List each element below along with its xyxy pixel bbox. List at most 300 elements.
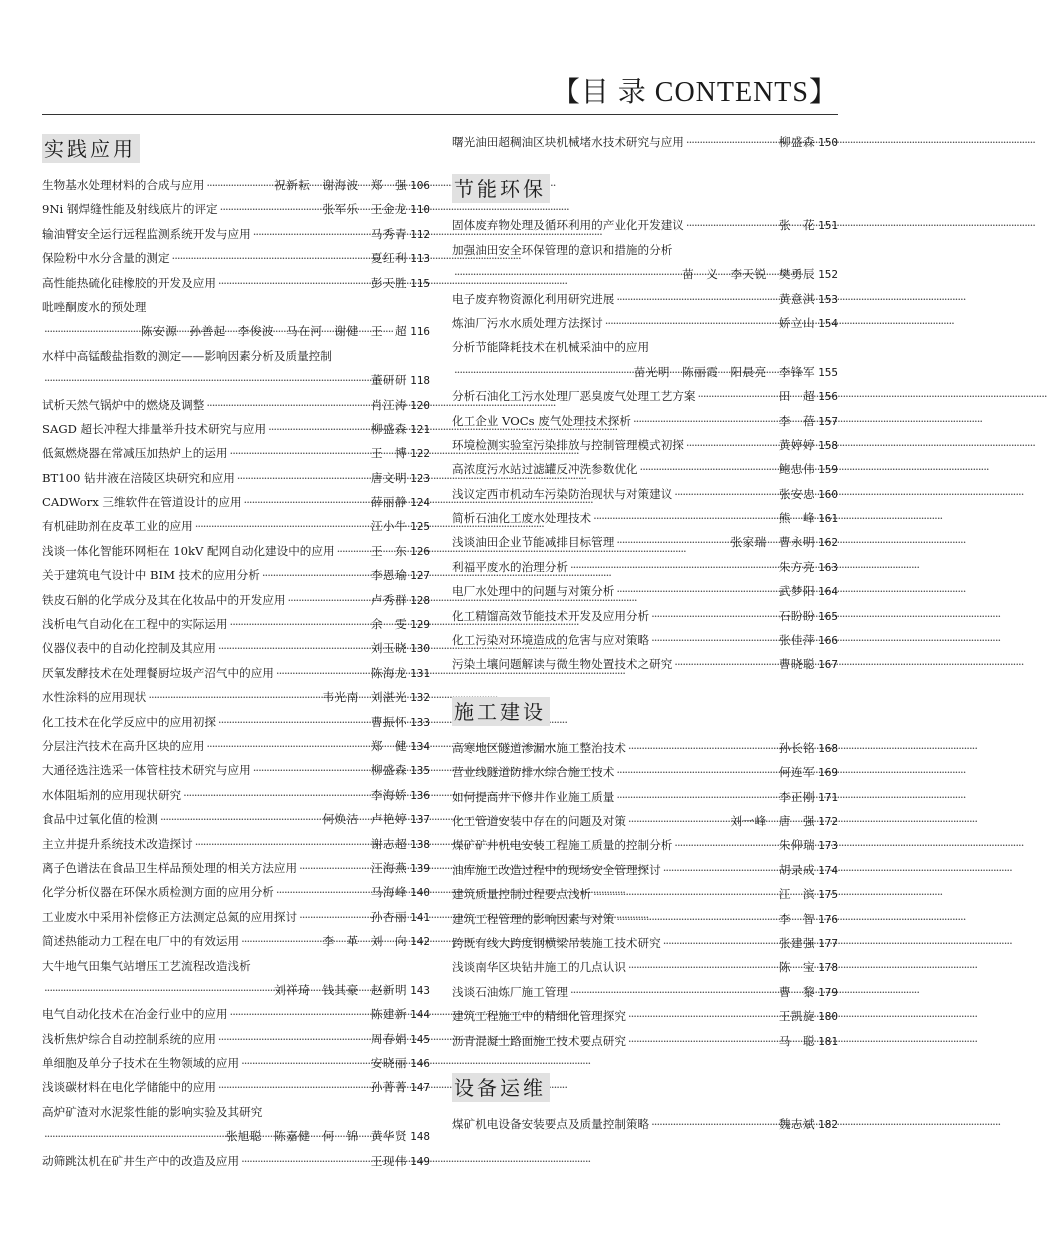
entry-page: 122 bbox=[410, 447, 430, 461]
section-heading: 节能环保 bbox=[452, 174, 550, 203]
toc-entry[interactable] bbox=[42, 836, 430, 860]
leader-dots bbox=[218, 715, 369, 729]
toc-entry[interactable] bbox=[42, 665, 430, 689]
toc-entry[interactable] bbox=[452, 984, 838, 1008]
leader-dots bbox=[593, 887, 777, 901]
entry-authors: 孙菁菁 bbox=[370, 1080, 408, 1095]
entry-title: 水体阻垢剂的应用现状研究 bbox=[42, 787, 182, 802]
entry-page: 115 bbox=[410, 276, 430, 290]
entry-title: 建筑质量控制过程要点浅析 bbox=[452, 887, 592, 902]
toc-entry[interactable] bbox=[452, 632, 838, 656]
toc-entry[interactable] bbox=[452, 461, 838, 485]
entry-title: 电子废弃物资源化利用研究进展 bbox=[452, 291, 615, 306]
entry-page: 161 bbox=[818, 512, 838, 526]
leader-dots bbox=[230, 446, 369, 460]
leader-dots bbox=[148, 690, 320, 704]
entry-title: 化学分析仪器在环保水质检测方面的应用分析 bbox=[42, 885, 274, 900]
entry-authors: 张佳萍 bbox=[778, 633, 816, 648]
toc-entry[interactable] bbox=[42, 372, 430, 396]
entry-authors: 娇立山 bbox=[778, 315, 816, 330]
leader-dots bbox=[218, 1032, 369, 1046]
leader-dots bbox=[640, 462, 777, 476]
entry-title: 建筑工程施工中的精细化管理探究 bbox=[452, 1009, 626, 1024]
entry-title: 浅析焦炉综合自动控制系统的应用 bbox=[42, 1031, 216, 1046]
entry-page: 140 bbox=[410, 886, 430, 900]
toc-entry[interactable] bbox=[42, 860, 430, 884]
toc-entry[interactable] bbox=[42, 714, 430, 738]
toc-entry[interactable] bbox=[42, 909, 430, 933]
entry-page: 128 bbox=[410, 593, 430, 607]
toc-entry[interactable] bbox=[452, 608, 838, 632]
toc-entry[interactable] bbox=[42, 543, 430, 567]
toc-entry[interactable] bbox=[42, 1031, 430, 1055]
entry-authors: 刘玉晓 bbox=[370, 641, 408, 656]
toc-entry[interactable] bbox=[42, 640, 430, 664]
entry-page: 106 bbox=[410, 179, 430, 192]
entry-authors: 江 滨 bbox=[778, 887, 816, 902]
entry-page: 167 bbox=[818, 658, 838, 672]
toc-section bbox=[452, 134, 838, 158]
entry-authors: 周春娟 bbox=[370, 1031, 408, 1046]
leader-dots bbox=[44, 324, 139, 338]
toc-entry[interactable] bbox=[452, 364, 838, 388]
entry-page: 123 bbox=[410, 471, 430, 485]
leader-dots bbox=[44, 983, 272, 997]
entry-authors: 韦光南 刘湛光 bbox=[322, 690, 408, 705]
leader-dots bbox=[633, 414, 777, 428]
leader-dots bbox=[44, 373, 369, 387]
entry-authors: 薛丽静 bbox=[370, 495, 408, 510]
toc-entry[interactable] bbox=[452, 242, 838, 266]
leader-dots bbox=[218, 641, 369, 655]
toc-entry[interactable] bbox=[42, 323, 430, 347]
entry-title: 电厂水处理中的问题与对策分析 bbox=[452, 584, 615, 599]
entry-title: 浅谈南华区块钻井施工的几点认识 bbox=[452, 960, 626, 975]
entry-page: 158 bbox=[818, 438, 838, 452]
entry-title: 浅析电气自动化在工程中的实际运用 bbox=[42, 617, 228, 632]
leader-dots bbox=[241, 934, 320, 948]
toc-entry[interactable] bbox=[42, 250, 430, 274]
entry-title: 曙光油田超稠油区块机械堵水技术研究与应用 bbox=[452, 135, 684, 149]
toc-entry[interactable] bbox=[42, 884, 430, 908]
entry-title: 有机硅助剂在皮革工业的应用 bbox=[42, 519, 193, 534]
toc-entry[interactable] bbox=[452, 388, 838, 412]
entry-title: 电气自动化技术在冶金行业中的应用 bbox=[42, 1007, 228, 1022]
section-heading: 施工建设 bbox=[452, 697, 550, 726]
entry-page: 169 bbox=[818, 766, 838, 780]
entry-page: 179 bbox=[818, 985, 838, 999]
entry-title: 大通径选注选采一体管柱技术研究与应用 bbox=[42, 763, 251, 778]
toc-entry[interactable] bbox=[42, 1128, 430, 1152]
entry-title: 大牛地气田集气站增压工艺流程改造浅析 bbox=[42, 958, 251, 973]
toc-entry[interactable] bbox=[452, 656, 838, 680]
entry-authors: 王 博 bbox=[370, 446, 408, 461]
entry-title: 浅议定西市机动车污染防治现状与对策建议 bbox=[452, 486, 673, 501]
entry-authors: 刘祥琦 钱其豪 赵新明 bbox=[274, 982, 408, 997]
entry-page: 152 bbox=[818, 268, 838, 282]
toc-entry[interactable] bbox=[42, 592, 430, 616]
toc-entry[interactable] bbox=[42, 397, 430, 421]
entry-title: 水样中高锰酸盐指数的测定——影响因素分析及质量控制 bbox=[42, 348, 332, 363]
entry-authors: 江小牛 bbox=[370, 519, 408, 534]
entry-title: 分析石油化工污水处理厂恶臭废气处理工艺方案 bbox=[452, 389, 696, 404]
toc-entry[interactable] bbox=[42, 299, 430, 323]
leader-dots bbox=[651, 633, 777, 647]
entry-page: 144 bbox=[410, 1008, 430, 1022]
leader-dots bbox=[206, 398, 369, 412]
entry-title: 建筑工程管理的影响因素与对策 bbox=[452, 911, 615, 926]
entry-authors: 曹晓聪 bbox=[778, 657, 816, 672]
toc-section bbox=[42, 134, 430, 1177]
leader-dots bbox=[616, 292, 777, 306]
entry-page: 164 bbox=[818, 585, 838, 599]
entry-page: 132 bbox=[410, 691, 430, 705]
entry-page: 113 bbox=[410, 252, 430, 266]
entry-authors: 马海峰 bbox=[370, 885, 408, 900]
entry-page: 181 bbox=[818, 1034, 838, 1048]
entry-page: 112 bbox=[410, 227, 430, 241]
entry-title: 简述热能动力工程在电厂中的有效运用 bbox=[42, 934, 240, 949]
leader-dots bbox=[253, 763, 369, 777]
leader-dots bbox=[686, 218, 777, 232]
entry-page: 126 bbox=[410, 544, 430, 558]
leader-dots bbox=[616, 912, 777, 926]
entry-authors: 陈建新 bbox=[370, 1007, 408, 1022]
entry-authors: 熊 峰 bbox=[778, 511, 816, 526]
leader-dots bbox=[160, 812, 321, 826]
entry-title: BT100 钻井液在涪陵区块研究和应用 bbox=[42, 470, 235, 485]
entry-authors: 张安忠 bbox=[778, 486, 816, 501]
toc-entry[interactable] bbox=[42, 762, 430, 786]
entry-page: 127 bbox=[410, 569, 430, 583]
toc-entry[interactable] bbox=[452, 935, 838, 959]
entry-title: 煤矿机电设备安装要点及质量控制策略 bbox=[452, 1116, 650, 1131]
leader-dots bbox=[241, 1154, 369, 1168]
entry-page: 142 bbox=[410, 935, 430, 949]
entry-title: 浅谈石油炼厂施工管理 bbox=[452, 984, 568, 999]
entry-title: 关于建筑电气设计中 BIM 技术的应用分析 bbox=[42, 568, 260, 583]
entry-authors: 鲍忠伟 bbox=[778, 462, 816, 477]
entry-title: 铁皮石斛的化学成分及其在化妆品中的开发应用 bbox=[42, 592, 286, 607]
toc-entry[interactable] bbox=[42, 470, 430, 494]
entry-title: 高性能热硫化硅橡胶的开发及应用 bbox=[42, 275, 216, 290]
leader-dots bbox=[570, 985, 777, 999]
entry-title: 厌氧发酵技术在处理餐厨垃圾产沼气中的应用 bbox=[42, 665, 274, 680]
entry-authors: 苗 义 李天锐 樊勇辰 bbox=[682, 267, 816, 282]
entry-page: 159 bbox=[818, 463, 838, 477]
entry-page: 166 bbox=[818, 634, 838, 648]
toc-entry[interactable] bbox=[42, 933, 430, 957]
toc-entry[interactable] bbox=[452, 959, 838, 983]
toc-entry[interactable] bbox=[452, 583, 838, 607]
leader-dots bbox=[686, 438, 777, 452]
entry-page: 172 bbox=[818, 814, 838, 828]
entry-title: 浅谈油田企业节能减排目标管理 bbox=[452, 535, 615, 550]
entry-page: 116 bbox=[410, 325, 430, 339]
leader-dots bbox=[218, 1080, 369, 1094]
section-heading: 实践应用 bbox=[42, 134, 140, 163]
toc-entry[interactable] bbox=[42, 567, 430, 591]
toc-entry[interactable] bbox=[452, 1008, 838, 1032]
entry-page: 153 bbox=[818, 292, 838, 306]
entry-authors: 马秀青 bbox=[370, 226, 408, 241]
entry-title: 输油臂安全运行远程监测系统开发与应用 bbox=[42, 226, 251, 241]
entry-page: 175 bbox=[818, 888, 838, 902]
toc-entry[interactable] bbox=[42, 689, 430, 713]
entry-authors: 安晓丽 bbox=[370, 1056, 408, 1071]
toc-entry[interactable] bbox=[452, 862, 838, 886]
leader-dots bbox=[628, 1009, 777, 1023]
toc-entry[interactable] bbox=[452, 486, 838, 510]
toc-entry[interactable] bbox=[452, 266, 838, 290]
leader-dots bbox=[663, 936, 777, 950]
entry-page: 174 bbox=[818, 863, 838, 877]
entry-page: 182 bbox=[818, 1117, 838, 1131]
entry-title: 加强油田安全环保管理的意识和措施的分析 bbox=[452, 242, 673, 257]
leader-dots bbox=[230, 1007, 369, 1021]
entry-title: 浅谈碳材料在电化学储能中的应用 bbox=[42, 1080, 216, 1095]
entry-title: SAGD 超长冲程大排量举升技术研究与应用 bbox=[42, 421, 267, 436]
toc-entry[interactable] bbox=[42, 616, 430, 640]
entry-authors: 唐文明 bbox=[370, 470, 408, 485]
toc-entry[interactable] bbox=[452, 837, 838, 861]
leader-dots bbox=[253, 227, 369, 241]
entry-page: 146 bbox=[410, 1057, 430, 1071]
leader-dots bbox=[172, 251, 369, 265]
leader-dots bbox=[628, 1034, 777, 1048]
entry-authors: 李海娇 bbox=[370, 787, 408, 802]
entry-title: 固体废弃物处理及循环利用的产业化开发建议 bbox=[452, 218, 684, 233]
toc-entry[interactable] bbox=[452, 740, 838, 764]
entry-authors: 武梦阳 bbox=[778, 584, 816, 599]
toc-section bbox=[452, 1073, 838, 1140]
entry-page: 157 bbox=[818, 414, 838, 428]
toc-entry[interactable] bbox=[42, 445, 430, 469]
entry-authors: 孙长铭 bbox=[778, 740, 816, 755]
entry-authors: 张旭聪 陈嘉健 何 锦 黄华贤 bbox=[225, 1129, 408, 1144]
entry-authors: 何焕洁 卢艳婷 bbox=[322, 812, 408, 827]
toc-entry[interactable] bbox=[452, 510, 838, 534]
toc-entry[interactable] bbox=[452, 437, 838, 461]
entry-page: 120 bbox=[410, 398, 430, 412]
entry-title: 仪器仪表中的自动化控制及其应用 bbox=[42, 641, 216, 656]
entry-title: 动筛跳汰机在矿井生产中的改造及应用 bbox=[42, 1153, 240, 1168]
toc-entry[interactable] bbox=[452, 1033, 838, 1057]
entry-authors: 陈安源 孙善起 李俊波 马在河 谢健 王 超 bbox=[141, 324, 408, 339]
leader-dots bbox=[276, 666, 369, 680]
entry-title: 保险粉中水分含量的测定 bbox=[42, 251, 170, 266]
toc-entry[interactable] bbox=[42, 958, 430, 982]
entry-authors: 张家瑞 曹永明 bbox=[730, 535, 816, 550]
toc-entry[interactable] bbox=[452, 764, 838, 788]
entry-title: 污染土壤问题解读与微生物处置技术之研究 bbox=[452, 657, 673, 672]
leader-dots bbox=[674, 657, 777, 671]
toc-column-left bbox=[42, 134, 430, 1177]
toc-entry[interactable] bbox=[42, 421, 430, 445]
entry-authors: 郑 健 bbox=[370, 738, 408, 753]
toc-entry[interactable] bbox=[452, 886, 838, 910]
entry-title: 生物基水处理材料的合成与应用 bbox=[42, 178, 205, 192]
entry-title: 9Ni 钢焊缝性能及射线底片的评定 bbox=[42, 202, 218, 217]
toc-entry[interactable] bbox=[452, 1116, 838, 1140]
toc-entry[interactable] bbox=[452, 559, 838, 583]
entry-page: 145 bbox=[410, 1032, 430, 1046]
leader-dots bbox=[616, 765, 777, 779]
entry-title: 高炉矿渣对水泥浆性能的影响实验及其研究 bbox=[42, 1104, 263, 1119]
entry-page: 180 bbox=[818, 1010, 838, 1024]
toc-entry[interactable] bbox=[42, 518, 430, 542]
leader-dots bbox=[628, 814, 729, 828]
entry-title: 分层注汽技术在高升区块的应用 bbox=[42, 738, 205, 753]
entry-page: 143 bbox=[410, 983, 430, 997]
toc-entry[interactable] bbox=[452, 339, 838, 363]
entry-authors: 马 聪 bbox=[778, 1033, 816, 1048]
entry-authors: 董研研 bbox=[370, 373, 408, 388]
entry-authors: 黄意淇 bbox=[778, 291, 816, 306]
leader-dots bbox=[616, 584, 777, 598]
leader-dots bbox=[663, 863, 777, 877]
entry-title: 吡唑酮废水的预处理 bbox=[42, 299, 147, 314]
entry-authors: 王凯旋 bbox=[778, 1009, 816, 1024]
entry-authors: 张军乐 王金龙 bbox=[322, 202, 408, 217]
entry-page: 176 bbox=[818, 912, 838, 926]
leader-dots bbox=[628, 960, 777, 974]
toc-header-title: 【目 录 CONTENTS】 bbox=[551, 77, 838, 108]
entry-authors: 柳盛森 bbox=[370, 763, 408, 778]
leader-dots bbox=[183, 788, 369, 802]
leader-dots bbox=[276, 885, 369, 899]
leader-dots bbox=[237, 471, 369, 485]
leader-dots bbox=[651, 1117, 777, 1131]
toc-entry[interactable] bbox=[452, 315, 838, 339]
entry-title: 离子色谱法在食品卫生样品预处理的相关方法应用 bbox=[42, 860, 298, 875]
entry-title: CADWorx 三维软件在管道设计的应用 bbox=[42, 495, 242, 510]
entry-authors: 王现伟 bbox=[370, 1153, 408, 1168]
toc-entry[interactable] bbox=[42, 275, 430, 299]
header-rule bbox=[42, 114, 838, 115]
entry-page: 139 bbox=[410, 861, 430, 875]
leader-dots bbox=[651, 609, 777, 623]
leader-dots bbox=[299, 910, 369, 924]
entry-title: 高浓度污水站过滤罐反冲洗参数优化 bbox=[452, 462, 638, 477]
toc-entry[interactable] bbox=[452, 291, 838, 315]
entry-page: 130 bbox=[410, 642, 430, 656]
entry-page: 135 bbox=[410, 764, 430, 778]
entry-authors: 朱仰瑞 bbox=[778, 838, 816, 853]
leader-dots bbox=[454, 365, 632, 379]
entry-authors: 祝新耘 谢海波 郑 强 bbox=[274, 178, 408, 192]
toc-entry[interactable] bbox=[452, 134, 838, 158]
leader-dots bbox=[337, 544, 369, 558]
entry-page: 124 bbox=[410, 496, 430, 510]
entry-authors: 李 蓓 bbox=[778, 413, 816, 428]
entry-authors: 陈 宝 bbox=[778, 960, 816, 975]
entry-authors: 孙杏丽 bbox=[370, 909, 408, 924]
toc-entry[interactable] bbox=[452, 813, 838, 837]
toc-entry[interactable] bbox=[42, 1006, 430, 1030]
entry-title: 化工污染对环境造成的危害与应对策略 bbox=[452, 633, 650, 648]
entry-page: 149 bbox=[410, 1154, 430, 1168]
entry-title: 沥青混凝土路面施工技术要点研究 bbox=[452, 1033, 626, 1048]
toc-entry[interactable] bbox=[42, 177, 430, 201]
leader-dots bbox=[206, 178, 272, 192]
entry-title: 化工管道安装中存在的问题及对策 bbox=[452, 813, 626, 828]
entry-authors: 曹振怀 bbox=[370, 714, 408, 729]
leader-dots bbox=[454, 267, 680, 281]
leader-dots bbox=[605, 316, 777, 330]
entry-authors: 余 雯 bbox=[370, 617, 408, 632]
entry-page: 156 bbox=[818, 390, 838, 404]
leader-dots bbox=[299, 861, 369, 875]
entry-title: 化工企业 VOCs 废气处理技术探析 bbox=[452, 413, 631, 428]
toc-entry[interactable] bbox=[42, 494, 430, 518]
entry-page: 151 bbox=[818, 219, 838, 233]
entry-page: 171 bbox=[818, 790, 838, 804]
leader-dots bbox=[206, 739, 369, 753]
entry-page: 133 bbox=[410, 715, 430, 729]
entry-authors: 朱方亮 bbox=[778, 559, 816, 574]
toc-entry[interactable] bbox=[42, 1153, 430, 1177]
entry-authors: 柳盛森 bbox=[778, 135, 816, 149]
entry-page: 154 bbox=[818, 316, 838, 330]
entry-page: 129 bbox=[410, 618, 430, 632]
entry-page: 131 bbox=[410, 666, 430, 680]
toc-entry[interactable] bbox=[452, 217, 838, 241]
entry-title: 炼油厂污水水质处理方法探讨 bbox=[452, 315, 603, 330]
entry-page: 150 bbox=[818, 136, 838, 149]
toc-entry[interactable] bbox=[42, 348, 430, 372]
toc-entry[interactable] bbox=[42, 226, 430, 250]
toc-entry[interactable] bbox=[42, 201, 430, 225]
entry-page: 121 bbox=[410, 422, 430, 436]
entry-page: 178 bbox=[818, 961, 838, 975]
entry-title: 环境检测实验室污染排放与控制管理模式初探 bbox=[452, 437, 684, 452]
entry-page: 162 bbox=[818, 536, 838, 550]
toc-entry[interactable] bbox=[452, 789, 838, 813]
entry-authors: 刘一峰 唐 强 bbox=[730, 813, 816, 828]
entry-authors: 魏志斌 bbox=[778, 1116, 816, 1131]
leader-dots bbox=[593, 511, 777, 525]
toc-entry[interactable] bbox=[42, 982, 430, 1006]
toc-entry[interactable] bbox=[42, 811, 430, 835]
toc-entry[interactable] bbox=[452, 413, 838, 437]
leader-dots bbox=[230, 617, 369, 631]
entry-page: 165 bbox=[818, 609, 838, 623]
entry-title: 化工技术在化学反应中的应用初探 bbox=[42, 714, 216, 729]
toc-entry[interactable] bbox=[42, 738, 430, 762]
entry-title: 试析天然气锅炉中的燃烧及调整 bbox=[42, 397, 205, 412]
toc-entry[interactable] bbox=[42, 787, 430, 811]
leader-dots bbox=[195, 837, 369, 851]
entry-authors: 石盼盼 bbox=[778, 608, 816, 623]
toc-entry[interactable] bbox=[452, 534, 838, 558]
entry-title: 浅谈一体化智能环网柜在 10kV 配网自动化建设中的应用 bbox=[42, 543, 335, 558]
toc-entry[interactable] bbox=[42, 1055, 430, 1079]
entry-authors: 张 花 bbox=[778, 218, 816, 233]
entry-authors: 何连军 bbox=[778, 765, 816, 780]
leader-dots bbox=[262, 568, 369, 582]
leader-dots bbox=[244, 495, 369, 509]
entry-title: 水性涂料的应用现状 bbox=[42, 690, 147, 705]
entry-title: 主立井提升系统技术改造探讨 bbox=[42, 836, 193, 851]
entry-title: 跨既有线大跨度钢横梁吊装施工技术研究 bbox=[452, 935, 661, 950]
entry-authors: 张建强 bbox=[778, 935, 816, 950]
toc-entry[interactable] bbox=[42, 1079, 430, 1103]
entry-page: 173 bbox=[818, 839, 838, 853]
toc-entry[interactable] bbox=[452, 911, 838, 935]
toc-column-right bbox=[452, 134, 838, 1140]
toc-entry[interactable] bbox=[42, 1104, 430, 1128]
